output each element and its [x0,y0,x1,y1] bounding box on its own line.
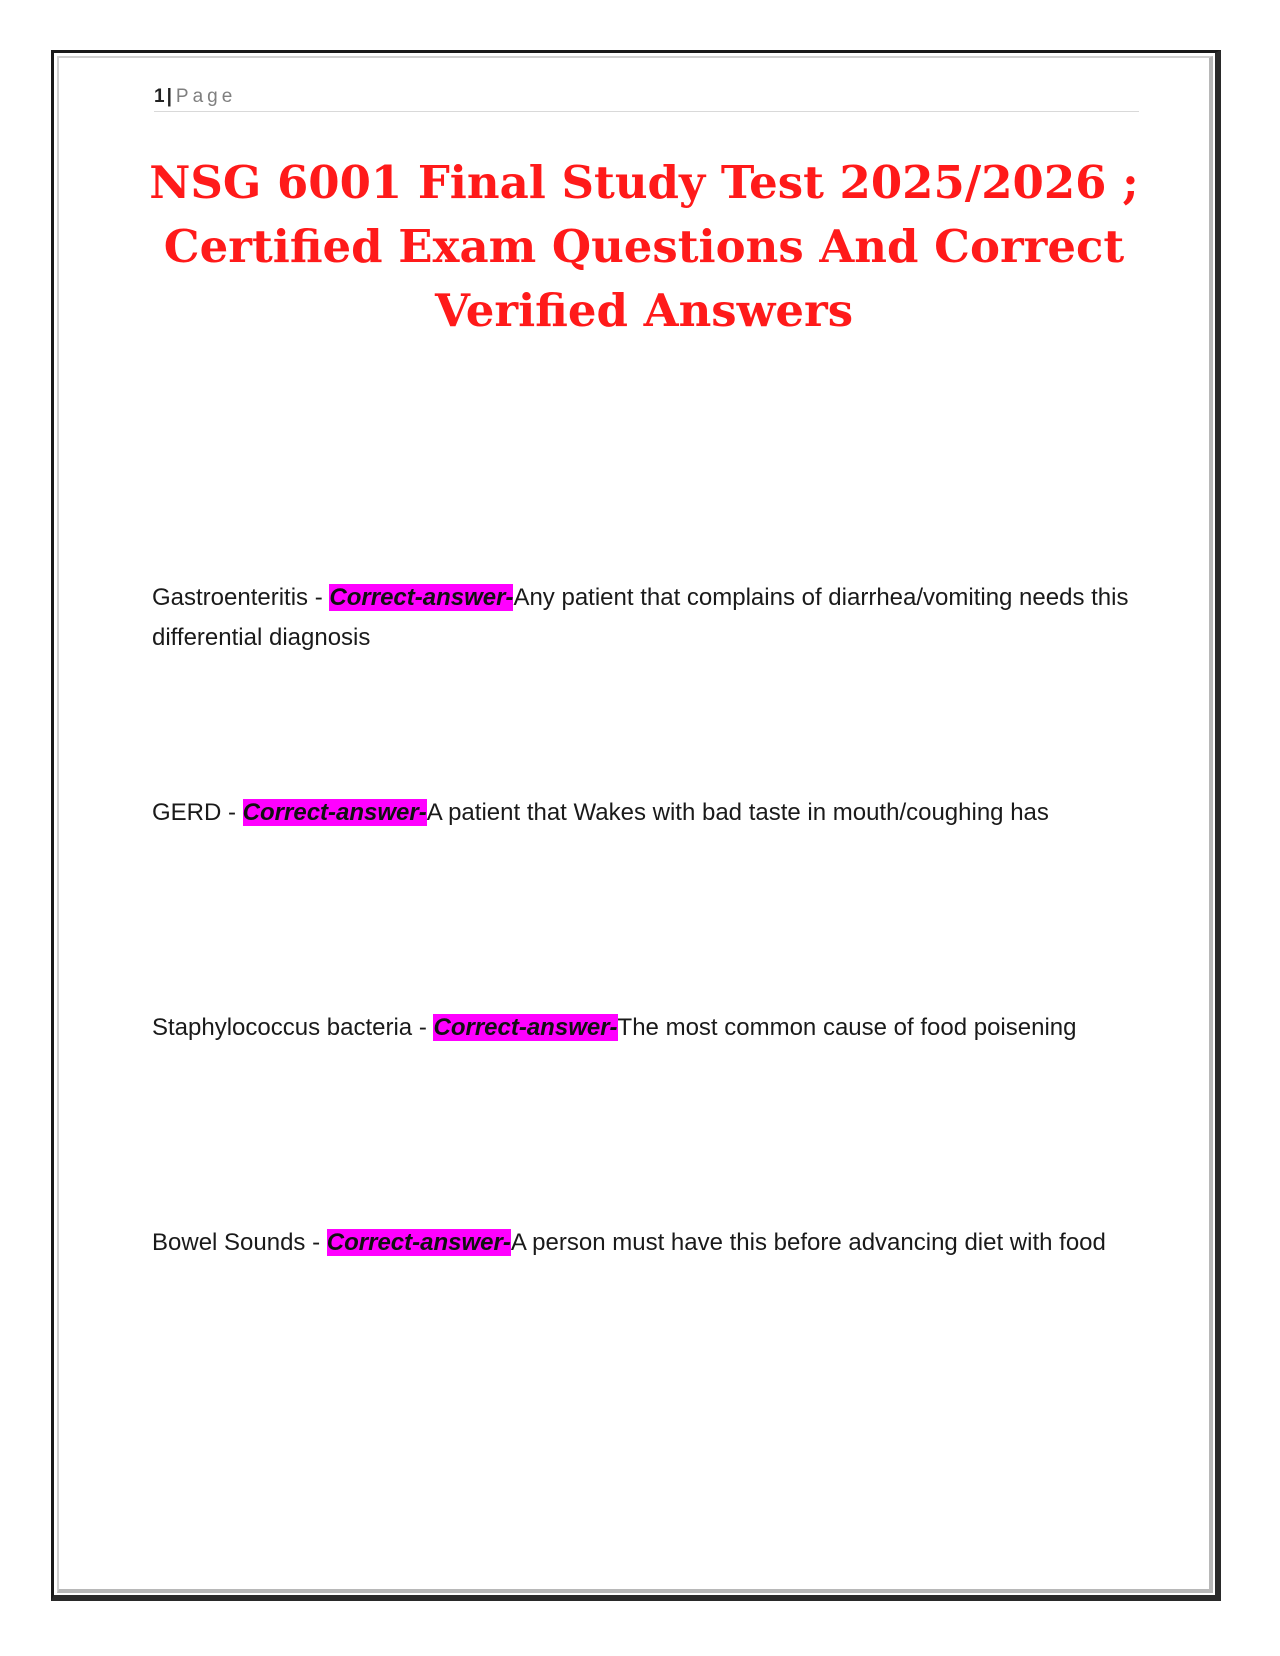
qa-answer: The most common cause of food poisening [617,1014,1077,1041]
correct-answer-tag: Correct-answer- [433,1014,618,1041]
document-page [51,50,1221,1601]
qa-item-1 [152,578,1152,658]
qa-term: Bowel Sounds - [152,1229,327,1256]
qa-item-3 [152,1008,1152,1048]
page-label: Page [175,86,237,107]
qa-term: GERD - [152,799,243,826]
correct-answer-tag: Correct-answer- [326,1229,511,1256]
page-number: 1 [154,86,165,107]
qa-answer: A patient that Wakes with bad taste in mouth/coughing has [426,799,1049,826]
qa-answer: Any patient that complains of diarrhea/vomiting needs this differential diagnosis [152,584,1129,651]
correct-answer-tag: Correct-answer- [242,799,427,826]
qa-item-2 [152,793,1152,833]
qa-term: Gastroenteritis - [152,584,330,611]
qa-term: Staphylococcus bacteria - [152,1014,434,1041]
qa-item-4 [152,1223,1152,1263]
page-header [154,83,1139,112]
qa-answer: A person must have this before advancing diet with food [510,1229,1106,1256]
correct-answer-tag: Correct-answer- [329,584,514,611]
document-title: NSG 6001 Final Study Test 2025/2026 ; Certified Exam Questions And Correct Verified Answers [149,156,1139,337]
page-separator: | [166,86,172,107]
